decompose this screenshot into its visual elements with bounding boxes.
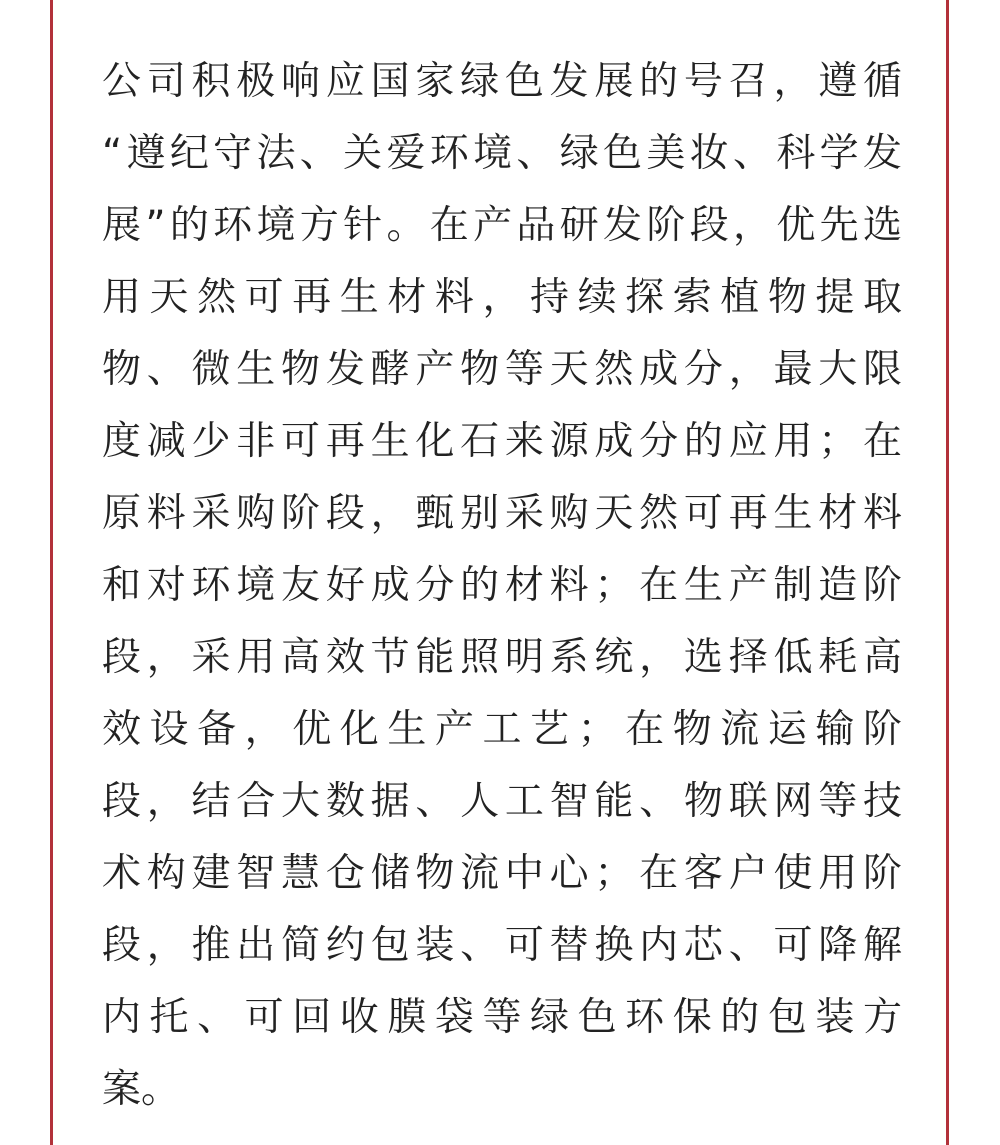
right-border-line bbox=[946, 0, 949, 1145]
paragraph-line: 原料采购阶段，甄别采购天然可再生材料 bbox=[102, 491, 902, 536]
paragraph-line: 度减少非可再生化石来源成分的应用；在 bbox=[102, 419, 902, 464]
paragraph-line: 用天然可再生材料，持续探索植物提取 bbox=[102, 275, 902, 320]
paragraph-line: 物、微生物发酵产物等天然成分，最大限 bbox=[102, 347, 902, 392]
paragraph-line: 案。 bbox=[102, 1067, 181, 1112]
paragraph-line: 段，结合大数据、人工智能、物联网等技 bbox=[102, 779, 902, 824]
paragraph-line: “遵纪守法、关爱环境、绿色美妆、科学发 bbox=[102, 131, 902, 176]
left-border-line bbox=[50, 0, 53, 1145]
paragraph-line: 展”的环境方针。在产品研发阶段，优先选 bbox=[102, 203, 902, 248]
paragraph-line: 内托、可回收膜袋等绿色环保的包装方 bbox=[102, 995, 902, 1040]
paragraph-line: 和对环境友好成分的材料；在生产制造阶 bbox=[102, 563, 902, 608]
paragraph-line: 术构建智慧仓储物流中心；在客户使用阶 bbox=[102, 851, 902, 896]
paragraph-line: 段，采用高效节能照明系统，选择低耗高 bbox=[102, 635, 902, 680]
paragraph-line: 效设备，优化生产工艺；在物流运输阶 bbox=[102, 707, 902, 752]
paragraph-line: 段，推出简约包装、可替换内芯、可降解 bbox=[102, 923, 902, 968]
article-paragraph bbox=[102, 46, 902, 1126]
paragraph-line: 公司积极响应国家绿色发展的号召，遵循 bbox=[102, 59, 902, 104]
